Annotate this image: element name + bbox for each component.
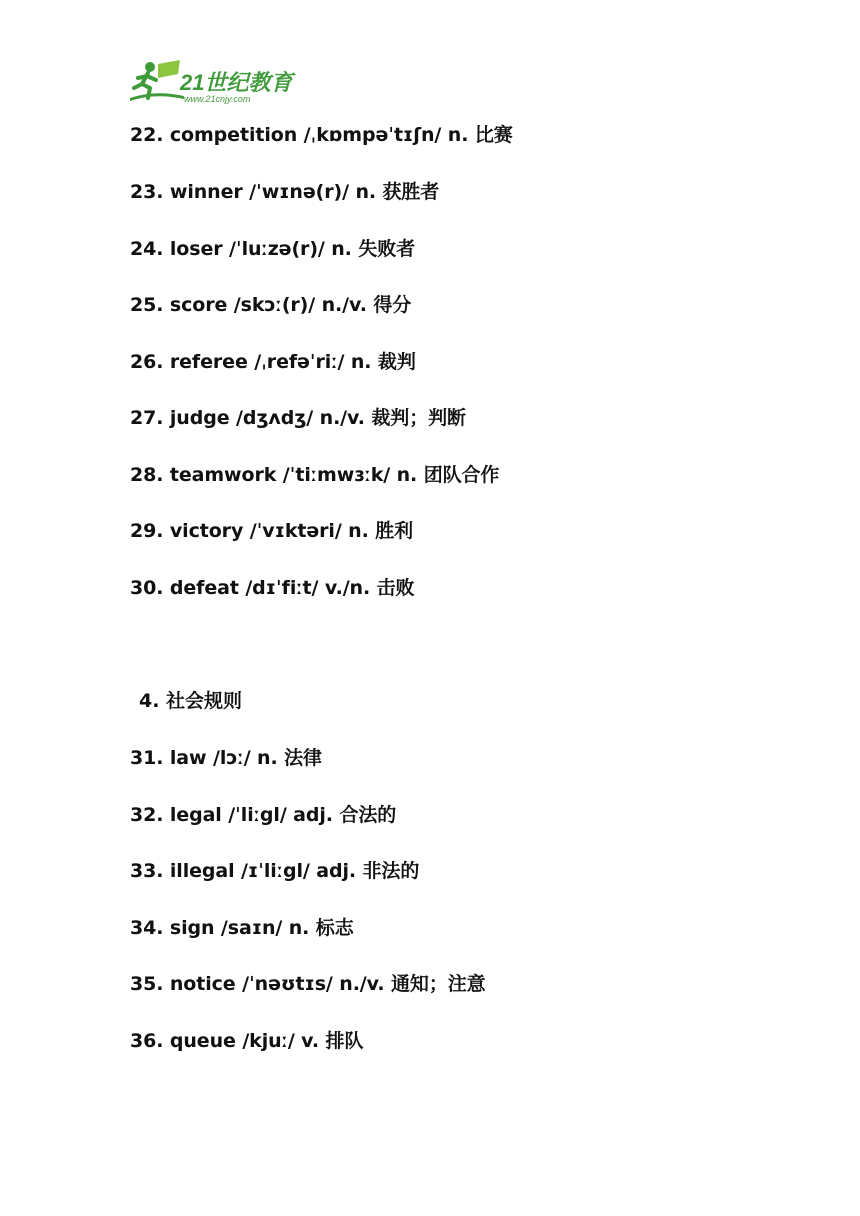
vocab-entry-35: 35. notice /ˈnəʊtɪs/ n./v. 通知；注意 (130, 973, 486, 995)
vocab-entry-23: 23. winner /ˈwɪnə(r)/ n. 获胜者 (130, 181, 440, 203)
vocab-entry-31: 31. law /lɔː/ n. 法律 (130, 747, 322, 769)
vocab-entry-24: 24. loser /ˈluːzə(r)/ n. 失败者 (130, 238, 416, 260)
vocab-entry-28: 28. teamwork /ˈtiːmwɜːk/ n. 团队合作 (130, 464, 500, 486)
vocab-entry-22: 22. competition /ˌkɒmpəˈtɪʃn/ n. 比赛 (130, 124, 513, 146)
section-heading: 4. 社会规则 (139, 690, 243, 712)
logo-text: 21世纪教育 (180, 70, 293, 95)
logo (128, 58, 308, 104)
vocab-entry-32: 32. legal /ˈliːgl/ adj. 合法的 (130, 804, 397, 826)
vocab-entry-26: 26. referee /ˌrefəˈriː/ n. 裁判 (130, 351, 416, 373)
runner-logo-icon (128, 58, 308, 104)
vocab-entry-30: 30. defeat /dɪˈfiːt/ v./n. 击败 (130, 577, 415, 599)
vocab-entry-33: 33. illegal /ɪˈliːgl/ adj. 非法的 (130, 860, 420, 882)
vocab-entry-29: 29. victory /ˈvɪktəri/ n. 胜利 (130, 520, 414, 542)
vocab-entry-27: 27. judge /dʒʌdʒ/ n./v. 裁判；判断 (130, 407, 466, 429)
logo-url: www.21cnjy.com (184, 94, 251, 104)
vocab-entry-25: 25. score /skɔː(r)/ n./v. 得分 (130, 294, 412, 316)
vocab-entry-36: 36. queue /kjuː/ v. 排队 (130, 1030, 364, 1052)
vocab-entry-34: 34. sign /saɪn/ n. 标志 (130, 917, 354, 939)
